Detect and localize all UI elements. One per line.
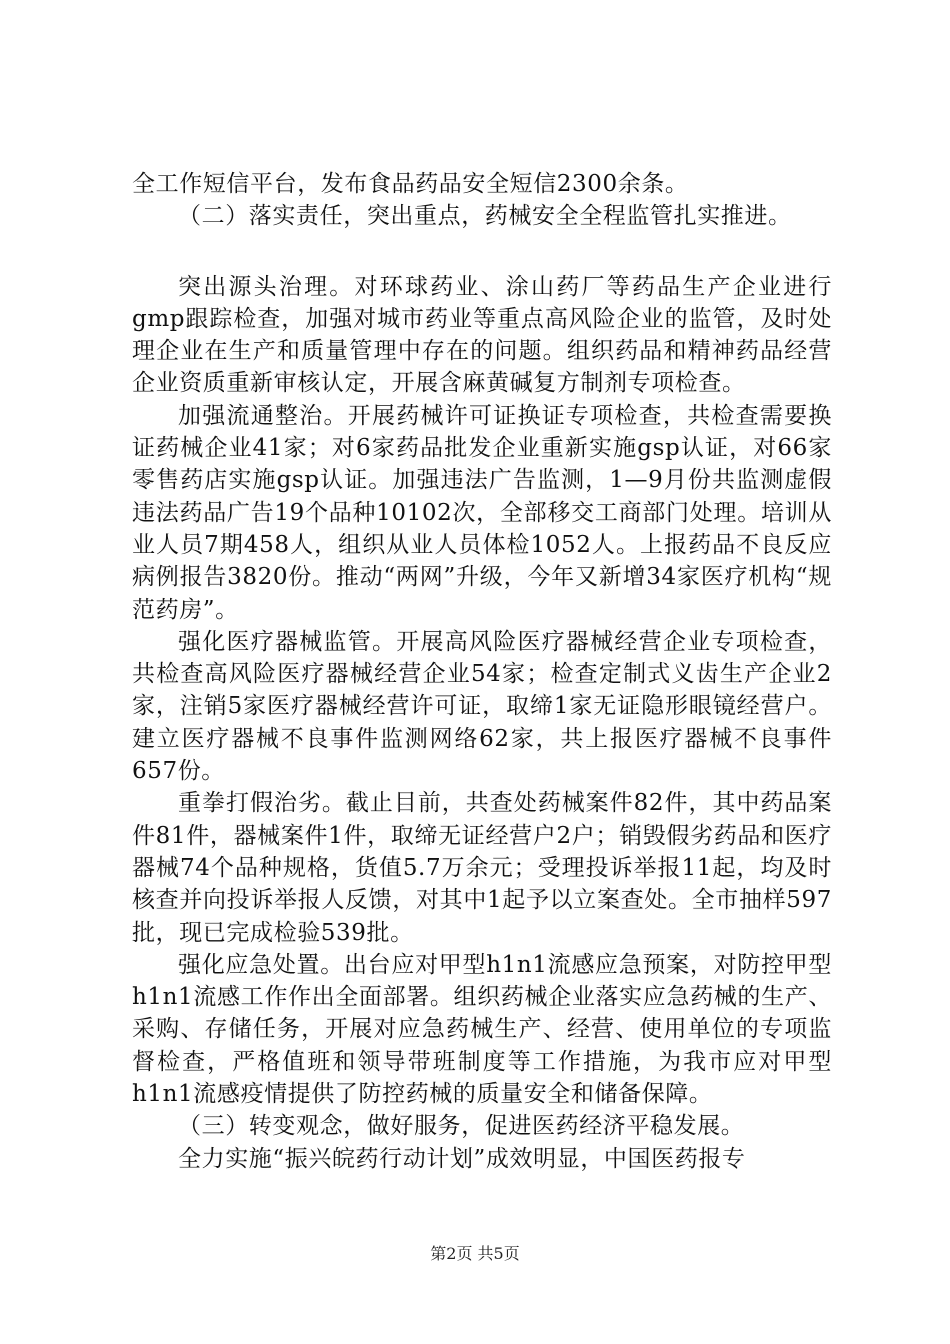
document-body (132, 168, 832, 1175)
section-heading-3: （三）转变观念，做好服务，促进医药经济平稳发展。 (178, 1113, 745, 1140)
paragraph-pharma-economy: 全力实施“振兴皖药行动计划”成效明显，中国医药报专 (178, 1145, 746, 1172)
paragraph-circulation: 加强流通整治。开展药械许可证换证专项检查，共检查需要换证药械企业41家；对6家药品批发企业重新实施gsp认证，对66家零售药店实施gsp认证。加强违法广告监测，1—9月份共监测虚假违法药品广告19个品种10102次，全部移交工商部门处理。培训从业人员7期458人，组织从业人员体检1052人。上报药品不良反应病例报告3820份。推动“两网”升级，今年又新增34家医疗机构“规范药房”。 (132, 402, 832, 623)
paragraph-continued: 全工作短信平台，发布食品药品安全短信2300余条。 (132, 171, 689, 197)
paragraph-anti-counterfeit: 重拳打假治劣。截止目前，共查处药械案件82件，其中药品案件81件，器械案件1件，取缔无证经营户2户；销毁假劣药品和医疗器械74个品种规格，货值5.7万余元；受理投诉举报11起，均及时核查并向投诉举报人反馈，对其中1起予以立案查处。全市抽样597批，现已完成检验539批。 (132, 790, 832, 946)
paragraph-medical-devices: 强化医疗器械监管。开展高风险医疗器械经营企业专项检查，共检查高风险医疗器械经营企业54家；检查定制式义齿生产企业2家，注销5家医疗器械经营许可证，取缔1家无证隐形眼镜经营户。建立医疗器械不良事件监测网络62家，共上报医疗器械不良事件657份。 (132, 628, 832, 785)
page-footer: 第2页 共5页 (430, 1244, 520, 1263)
paragraph-source-control: 突出源头治理。对环球药业、涂山药厂等药品生产企业进行gmp跟踪检查，加强对城市药业等重点高风险企业的监管，及时处理企业在生产和质量管理中存在的问题。组织药品和精神药品经营企业资质重新审核认定，开展含麻黄碱复方制剂专项检查。 (132, 273, 832, 397)
paragraph-gap (132, 233, 832, 271)
section-heading-2: （二）落实责任，突出重点，药械安全全程监管扎实推进。 (178, 203, 792, 230)
paragraph-emergency: 强化应急处置。出台应对甲型h1n1流感应急预案，对防控甲型h1n1流感工作作出全面部署。组织药械企业落实应急药械的生产、采购、存储任务，开展对应急药械生产、经营、使用单位的专项监督检查，严格值班和领导带班制度等工作措施，为我市应对甲型h1n1流感疫情提供了防控药械的质量安全和储备保障。 (132, 951, 832, 1108)
